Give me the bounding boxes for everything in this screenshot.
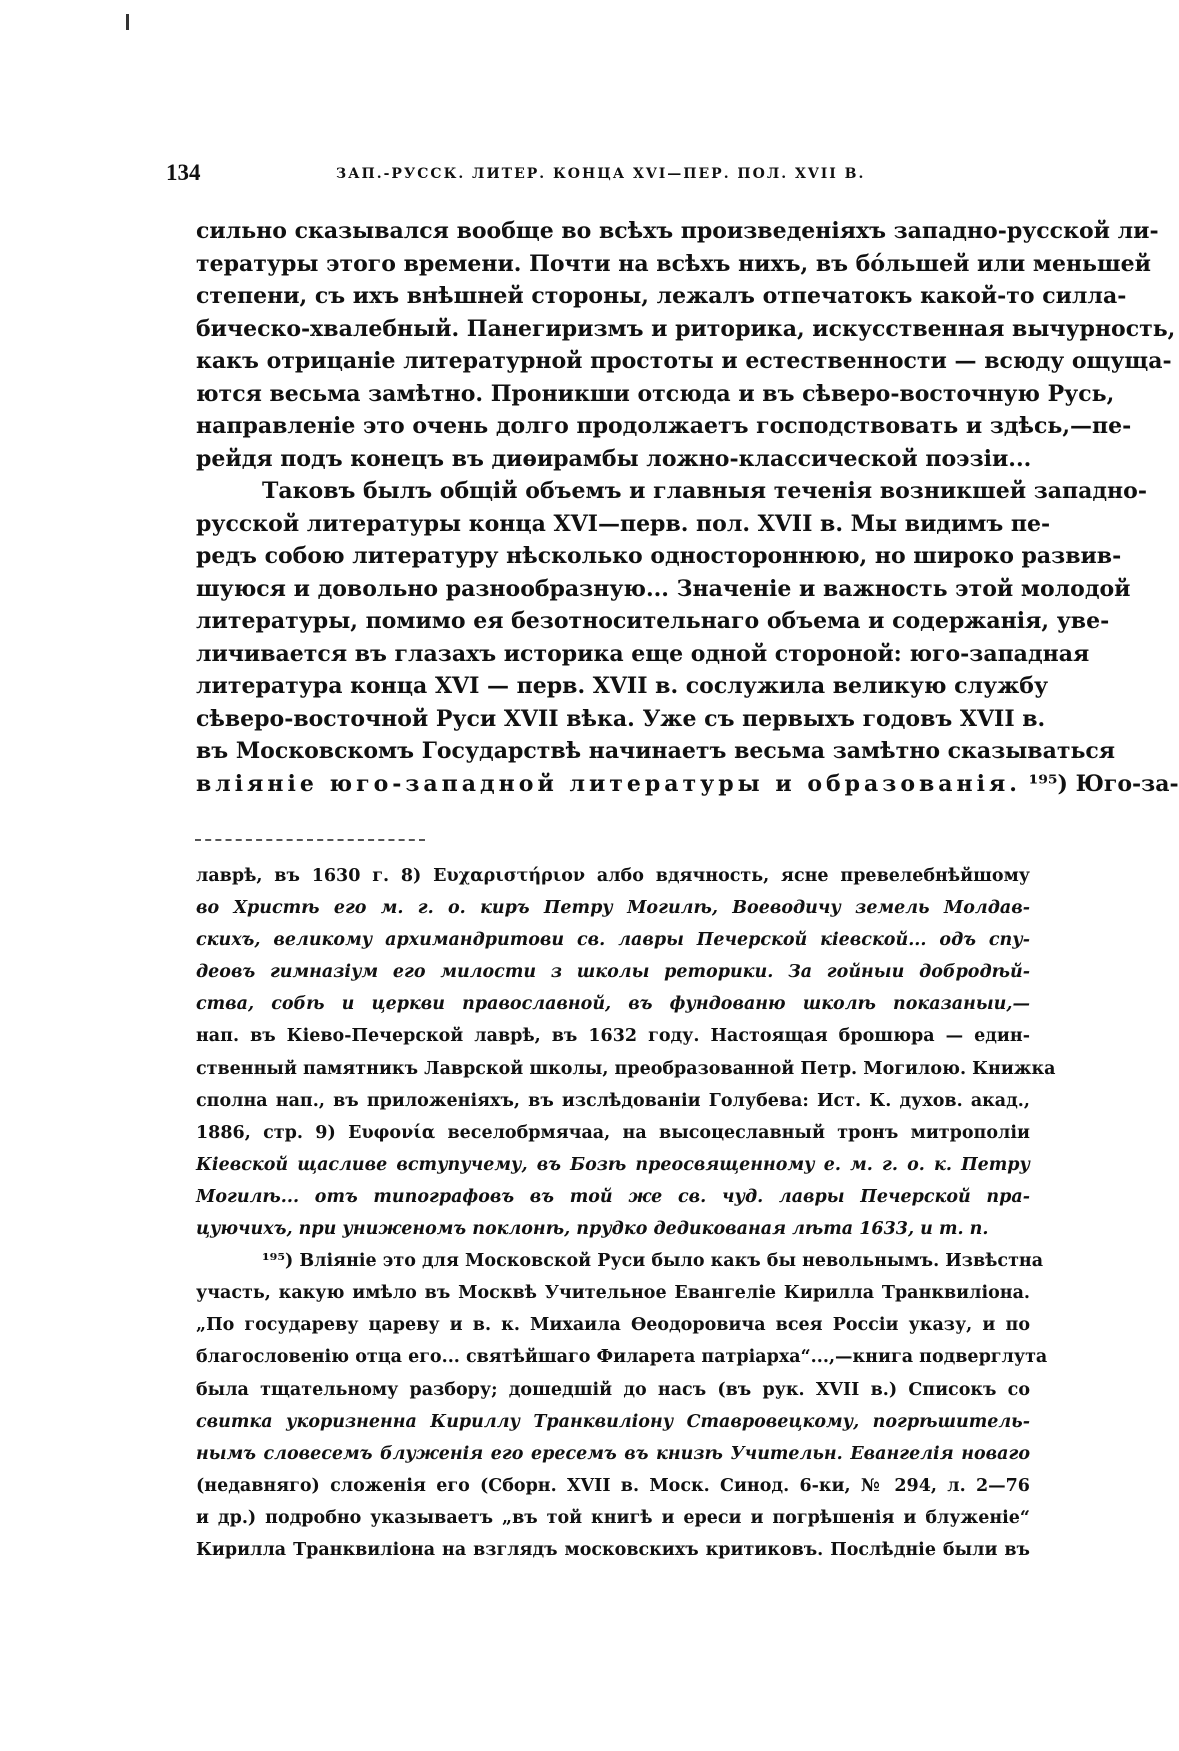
body-line: степени, съ ихъ внѣшней стороны, лежалъ отпечатокъ какой-то силла- (196, 283, 1127, 309)
footnote-reference: ¹⁹⁵) Юго-за- (1020, 770, 1179, 797)
footnote-line: благословенію отца его... святѣйшаго Филарета патріарха“...,—книга подверглута (196, 1347, 1048, 1368)
page-number: 134 (166, 160, 201, 185)
body-line: сѣверо-восточной Руси XVII вѣка. Уже съ первыхъ годовъ XVII в. (196, 705, 1046, 732)
footnote-line: участь, какую имѣло въ Москвѣ Учительное Евангеліе Кирилла Транквиліона. (196, 1283, 1030, 1304)
body-line: личивается въ глазахъ историка еще одной стороной: юго-западная (196, 640, 1090, 667)
footnote-line: Могилѣ... отъ типографовъ въ той же св. чуд. лавры Печерской пра- (196, 1186, 1030, 1207)
body-line-with-footnote-ref (196, 768, 1179, 801)
body-line: редъ собою литературу нѣсколько одностороннюю, но широко развив- (196, 543, 1122, 569)
footnote-line: (недавняго) сложенія его (Сборн. XVII в. Моск. Синод. 6-ки, № 294, л. 2—76 (196, 1475, 1030, 1496)
body-line: тературы этого времени. Почти на всѣхъ нихъ, въ бо́льшей или меньшей (196, 250, 1151, 277)
body-line: шуюся и довольно разнообразную... Значеніе и важность этой молодой (196, 575, 1131, 602)
footnote-line: ¹⁹⁵) Вліяніе это для Московской Руси было какъ бы невольнымъ. Извѣстна (262, 1251, 1044, 1272)
footnote-line: ства, собѣ и церкви православной, въ фундованю школѣ показаныи,— (196, 994, 1030, 1015)
footnote-line: нап. въ Кіево-Печерской лаврѣ, въ 1632 году. Настоящая брошюра — един- (196, 1026, 1030, 1047)
body-line: литература конца XVI — перв. XVII в. сослужила великую службу (196, 673, 1049, 699)
footnote-line: и др.) подробно указываетъ „въ той книгѣ и ереси и погрѣшенія и блуженіе“ (196, 1507, 1030, 1528)
body-line: литературы, помимо ея безотносительнаго объема и содержанія, уве- (196, 608, 1110, 634)
footnote-line: ственный памятникъ Лаврской школы, преобразованной Петр. Могилою. Книжка (196, 1058, 1056, 1079)
body-line: рейдя подъ конецъ въ диѳирамбы ложно-классической поэзіи... (196, 445, 1032, 472)
scan-artifact-mark (126, 14, 129, 30)
body-line: ются весьма замѣтно. Проникши отсюда и въ сѣверо-восточную Русь, (196, 380, 1115, 407)
body-line: какъ отрицаніе литературной простоты и естественности — всюду ощуща- (196, 348, 1172, 374)
footnote-line: во Христѣ его м. г. о. киръ Петру Могилѣ, Воеводичу земель Молдав- (196, 898, 1030, 919)
footnote-line: Кіевской щасливе вступучему, въ Бозѣ преосвященному е. м. г. о. к. Петру (196, 1154, 1030, 1175)
footnote-line: лаврѣ, въ 1630 г. 8) Ευχαριστήριον албо вдячность, ясне превелебнѣйшому (196, 866, 1030, 886)
footnote-line: цуючихъ, при униженомъ поклонѣ, прудко дедикованая лѣта 1633, и т. п. (196, 1219, 989, 1240)
footnote-line: была тщательному разбору; дошедшій до насъ (въ рук. XVII в.) Списокъ со (196, 1379, 1030, 1400)
body-line: направленіе это очень долго продолжаетъ господствовать и здѣсь,—пе- (196, 413, 1132, 439)
footnotes (196, 860, 1056, 1680)
footnote-line: деовъ гимназіум его милости з школы реторики. За гойныи добродѣй- (196, 962, 1030, 983)
running-head (166, 160, 1046, 188)
spaced-emphasis: вліяніе юго-западной литературы и образованія. (196, 770, 1021, 797)
body-line: въ Московскомъ Государствѣ начинаетъ весьма замѣтно сказываться (196, 738, 1116, 764)
footnote-line: Кирилла Транквиліона на взглядъ московскихъ критиковъ. Послѣдніе были въ (196, 1539, 1030, 1560)
footnote-line: „По государеву цареву и в. к. Михаила Ѳеодоровича всея Россіи указу, и по (196, 1315, 1030, 1336)
footnote-line: нымъ словесемъ блуженія его ересемъ въ книзѣ Учительн. Евангелія новаго (196, 1443, 1030, 1464)
body-line: бическо-хвалебный. Панегиризмъ и риторика, искусственная вычурность, (196, 315, 1176, 342)
body-line: сильно сказывался вообще во всѣхъ произведеніяхъ западно-русской ли- (196, 218, 1159, 244)
body-line: русской литературы конца XVI—перв. пол. XVII в. Мы видимъ пе- (196, 510, 1051, 537)
footnote-line: свитка укоризненна Кириллу Транквиліону Ставровецкому, погрѣшитель- (196, 1411, 1030, 1432)
running-title: ЗАП.-РУССК. ЛИТЕР. КОНЦА XVI—ПЕР. ПОЛ. XVII В. (336, 166, 866, 182)
footnote-line: 1886, стр. 9) Ευφονία веселобрмячаа, на высоцеславный тронъ митрополіи (196, 1122, 1030, 1143)
body-line: Таковъ былъ общій объемъ и главныя теченія возникшей западно- (262, 478, 1147, 504)
footnote-line: скихъ, великому архимандритови св. лавры Печерской кіевской... одъ спу- (196, 930, 1030, 951)
main-text (196, 215, 1179, 815)
footnote-line: сполна нап., въ приложеніяхъ, въ изслѣдованіи Голубева: Ист. К. духов. акад., (196, 1090, 1030, 1111)
footnote-separator (195, 839, 425, 841)
